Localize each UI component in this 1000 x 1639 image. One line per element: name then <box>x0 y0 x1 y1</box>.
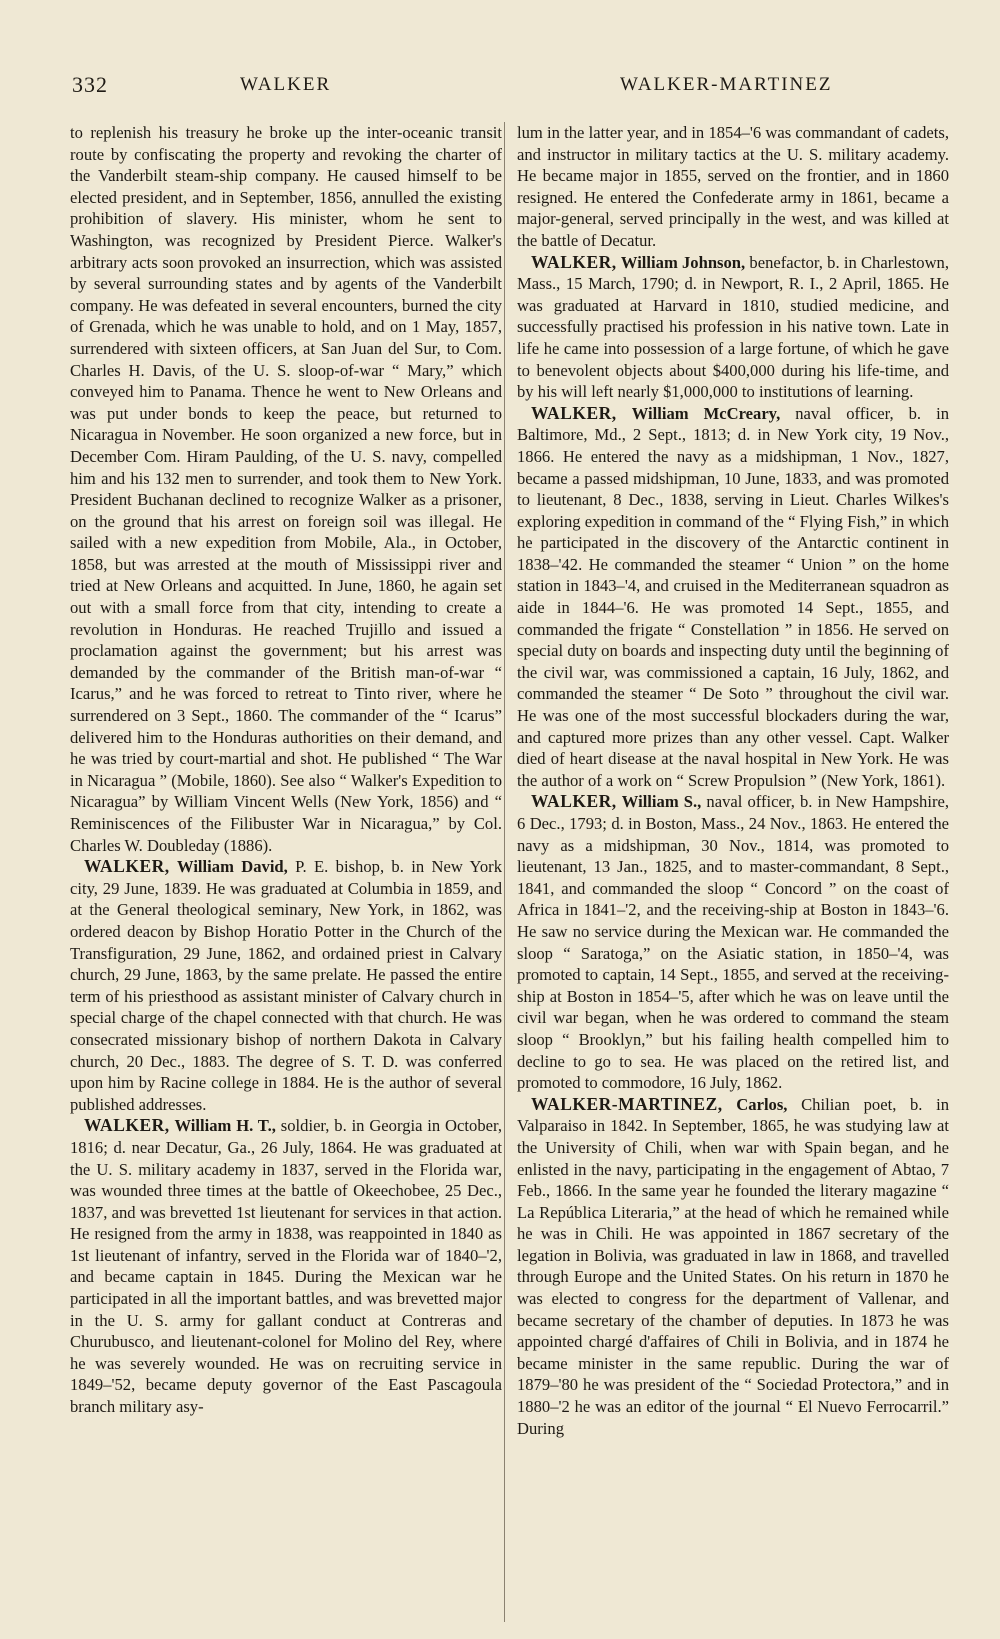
entry-text: Chilian poet, b. in Valparaiso in 1842. In September, 1865, he was studying law at the University of Chili, when war with Spain began, and he enlisted in the navy, participating in the engagement of Abtao, 7 Feb., 1866. In the same year he founded the literary magazine “ La República Literaria,” at the head of which he remained while he was in Chili. He was appointed in 1867 secretary of the legation in Bolivia, was graduated in law in 1868, and travelled through Europe and the United States. On his return in 1870 he was elected to congress for the department of Vallenar, and became secretary of the chamber of deputies. In 1873 he was appointed chargé d'affaires of Chili in Bolivia, and in 1874 he became minister in the same republic. During the war of 1879–'80 he was president of the “ Sociedad Protectora,” and in 1880–'2 he was an editor of the journal “ El Nuevo Ferrocarril.” During <box>517 1094 949 1438</box>
entry-surname: WALKER, <box>531 402 617 423</box>
entry-continuation <box>517 122 949 252</box>
entry-given-name: William David, <box>177 857 288 877</box>
entry-surname: WALKER, <box>531 791 617 812</box>
running-head-right: WALKER-MARTINEZ <box>620 74 833 95</box>
entry-walker-william-ht <box>70 1115 502 1417</box>
page-number: 332 <box>72 72 108 97</box>
page-header <box>0 72 1000 112</box>
column-divider <box>504 122 505 1622</box>
entry-text: naval officer, b. in Baltimore, Md., 2 Sept., 1813; d. in New York city, 19 Nov., 1866. He entered the navy as a midshipman, 1 Nov., 1827, became a passed midshipman, 10 June, 1833, and was promoted to lieutenant, 8 Dec., 1838, serving in Lieut. Charles Wilkes's exploring expedition in command of the “ Flying Fish,” in which he participated in the discovery of the Antarctic continent in 1838–'42. He commanded the steamer “ Union ” on the home station in 1843–'4, and cruised in the Mediterranean squadron as aide in 1844–'6. He was promoted 14 Sept., 1855, and commanded the frigate “ Constellation ” in 1856. He served on special duty on boards and inspecting duty until the beginning of the civil war, was commissioned a captain, 16 July, 1862, and commanded the steamer “ De Soto ” throughout the civil war. He was one of the most successful blockaders during the war, and captured more prizes than any other vessel. Capt. Walker died of heart disease at the naval hospital in New York. He was the author of a work on “ Screw Propulsion ” (New York, 1861). <box>517 403 949 790</box>
entry-walker-william-s <box>517 791 949 1093</box>
entry-given-name: William Johnson, <box>620 252 746 272</box>
entry-surname: WALKER, <box>531 251 617 272</box>
entry-surname: WALKER, <box>84 856 170 877</box>
entry-given-name: Carlos, <box>736 1094 788 1114</box>
entry-text: lum in the latter year, and in 1854–'6 was commandant of cadets, and instructor in military tactics at the U. S. military academy. He became major in 1855, served on the frontier, and in 1860 resigned. He entered the Confederate army in 1861, became a major-general, served principally in the west, and was killed at the battle of Decatur. <box>517 123 949 250</box>
entry-text: to replenish his treasury he broke up the inter-oceanic transit route by confiscating the property and revoking the charter of the Vanderbilt steam-ship company. He caused himself to be elected president, and in September, 1856, annulled the existing prohibition of slavery. His minister, whom he sent to Washington, was recognized by President Pierce. Walker's arbitrary acts soon provoked an insurrection, which was assisted by several surrounding states and by agents of the Vanderbilt company. He was defeated in several encounters, burned the city of Grenada, which he was unable to hold, and on 1 May, 1857, surrendered with sixteen officers, at San Juan del Sur, to Com. Charles H. Davis, of the U. S. sloop-of-war “ Mary,” which conveyed him to Panama. Thence he went to New Orleans and was put under bonds to keep the peace, but returned to Nicaragua in November. He soon organized a new force, but in December Com. Hiram Paulding, of the U. S. navy, compelled him and his 132 men to surrender, and took them to New York. President Buchanan declined to recognize Walker as a prisoner, on the ground that his arrest on foreign soil was illegal. He sailed with a new expedition from Mobile, Ala., in October, 1858, but was arrested at the mouth of Mississippi river and tried at New Orleans and acquitted. In June, 1860, he again set out with a small force from that city, intending to create a revolution in Honduras. He reached Trujillo and issued a proclamation against the government; but his arrest was demanded by the commander of the British man-of-war “ Icarus,” and he was forced to retreat to Tinto river, where he surrendered on 3 Sept., 1860. The commander of the “ Icarus” delivered him to the Honduras authorities on their demand, and he was tried by court-martial and shot. He published “ The War in Nicaragua ” (Mobile, 1860). See also “ Walker's Expedition to Nicaragua” by William Vincent Wells (New York, 1856) and “ Reminiscences of the Filibuster War in Nicaragua,” by Col. Charles W. Doubleday (1886). <box>70 123 502 855</box>
entry-surname: WALKER, <box>84 1115 170 1136</box>
entry-text: P. E. bishop, b. in New York city, 29 June, 1839. He was graduated at Columbia in 1859, and at the General theological seminary, New York, in 1862, was ordered deacon by Bishop Horatio Potter in the Church of the Transfiguration, 29 June, 1862, and ordained priest in Calvary church, 29 June, 1863, by the same prelate. He passed the entire term of his priesthood as assistant minister of Calvary church in special charge of the chapel connected with that church. He was consecrated missionary bishop of northern Dakota in Calvary church, 20 Dec., 1883. The degree of S. T. D. was conferred upon him by Racine college in 1884. He is the author of several published addresses. <box>70 857 502 1114</box>
entry-given-name: William S., <box>621 792 702 812</box>
entry-text: naval officer, b. in New Hampshire, 6 Dec., 1793; d. in Boston, Mass., 24 Nov., 1863. He entered the navy as a midshipman, 30 Nov., 1814, was promoted to lieutenant, 13 Jan., 1825, and to master-commandant, 8 Sept., 1841, and commanded the sloop “ Concord ” on the coast of Africa in 1841–'2, and the receiving-ship at Boston in 1843–'6. He saw no service during the Mexican war. He commanded the sloop “ Saratoga,” on the Asiatic station, in 1850–'4, was promoted to captain, 14 Sept., 1855, and served at the receiving-ship at Boston in 1854–'5, after which he was on leave until the civil war began, when he was ordered to command the steam sloop “ Brooklyn,” but his failing health compelled him to decline to go to sea. He was placed on the retired list, and promoted to commodore, 16 July, 1862. <box>517 792 949 1093</box>
entry-given-name: William H. T., <box>174 1116 276 1136</box>
entry-given-name: William McCreary, <box>631 403 781 423</box>
entry-continuation <box>70 122 502 856</box>
entry-walker-william-david <box>70 856 502 1115</box>
running-head-left: WALKER <box>240 74 332 95</box>
left-column <box>70 122 502 1627</box>
entry-walker-martinez-carlos <box>517 1094 949 1440</box>
entry-walker-william-johnson <box>517 252 949 403</box>
entry-text: soldier, b. in Georgia in October, 1816; d. near Decatur, Ga., 26 July, 1864. He was graduated at the U. S. military academy in 1837, served in the Florida war, was wounded three times at the battle of Okeechobee, 25 Dec., 1837, and was brevetted 1st lieutenant for services in that action. He resigned from the army in 1838, was reappointed in 1840 as 1st lieutenant of infantry, served in the Florida war of 1840–'2, and became captain in 1845. During the Mexican war he participated in all the important battles, and was brevetted major in the U. S. army for gallant conduct at Contreras and Churubusco, and lieutenant-colonel for Molino del Rey, where he was severely wounded. He was on recruiting service in 1849–'52, became deputy governor of the East Pascagoula branch military asy- <box>70 1116 502 1417</box>
entry-surname: WALKER-MARTINEZ, <box>531 1093 723 1114</box>
entry-text: benefactor, b. in Charlestown, Mass., 15 March, 1790; d. in Newport, R. I., 2 April, 1865. He was graduated at Harvard in 1810, studied medicine, and successfully practised his profession in his native town. Late in life he came into possession of a large fortune, of which he gave to benevolent objects about $400,000 during his life-time, and by his will left nearly $1,000,000 to institutions of learning. <box>517 252 949 402</box>
right-column <box>517 122 949 1627</box>
entry-walker-william-mccreary <box>517 403 949 792</box>
